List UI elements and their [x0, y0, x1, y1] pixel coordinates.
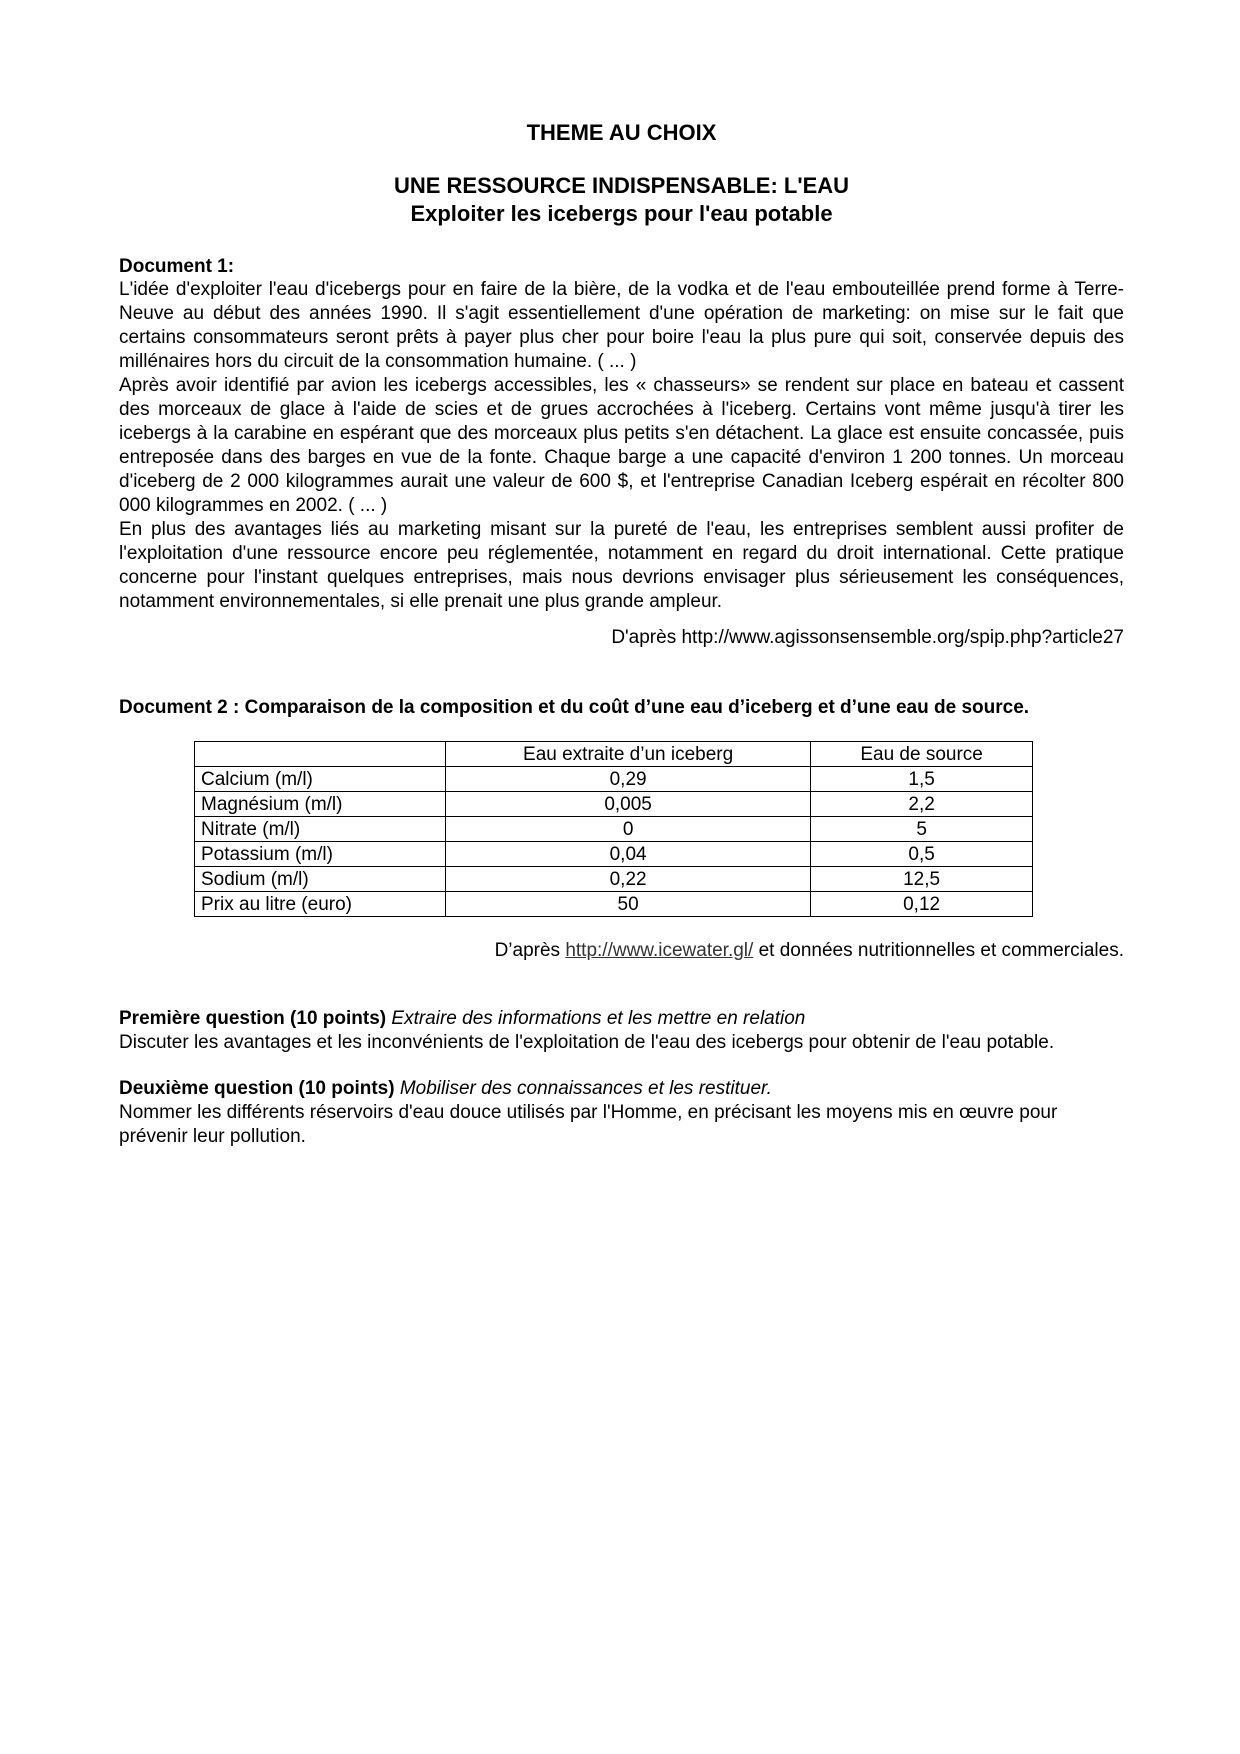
- table-cell: 0,22: [446, 867, 811, 892]
- table-cell: 0,29: [446, 767, 811, 792]
- table-header-row: [195, 742, 1033, 767]
- table-cell: 0,12: [811, 892, 1033, 917]
- document1-paragraph: Après avoir identifié par avion les icebergs accessibles, les « chasseurs» se rendent sur place en bateau et cassent des morceaux de glace à l'aide de scies et de grues accrochées à l'iceberg. Certains vont même jusqu'à tirer les icebergs à la carabine en espérant que des morceaux plus petits s'en détachent. La glace est ensuite concassée, puis entreposée dans des barges en vue de la fonte. Chaque barge a une capacité d'environ 1 200 tonnes. Un morceau d'iceberg de 2 000 kilogrammes aurait une valeur de 600 $, et l'entreprise Canadian Iceberg espérait en récolter 800 000 kilogrammes en 2002. ( ... ): [119, 375, 1124, 516]
- table-row-label: Nitrate (m/l): [195, 817, 446, 842]
- document2-source-suffix: et données nutritionnelles et commerciales.: [753, 940, 1124, 961]
- question-2-heading: [119, 1077, 1124, 1101]
- question-2-title: Deuxième question (10 points): [119, 1078, 395, 1099]
- document2-heading: Document 2 : Comparaison de la composition et du coût d’une eau d’iceberg et d’une eau de source.: [119, 697, 1030, 718]
- table-cell: 50: [446, 892, 811, 917]
- question-2-instruction: Mobiliser des connaissances et les restituer.: [399, 1078, 772, 1099]
- table-cell: 12,5: [811, 867, 1033, 892]
- table-cell: 2,2: [811, 792, 1033, 817]
- table-row: [195, 767, 1033, 792]
- document1-heading: Document 1:: [119, 256, 235, 277]
- table-row: [195, 817, 1033, 842]
- table-cell: 1,5: [811, 767, 1033, 792]
- table-header-cell: Eau de source: [811, 742, 1033, 767]
- table-header-cell: Eau extraite d’un iceberg: [446, 742, 811, 767]
- document-page: [119, 120, 1124, 1149]
- table-row-label: Prix au litre (euro): [195, 892, 446, 917]
- document2-source-prefix: D’après: [494, 940, 566, 961]
- question-1-instruction: Extraire des informations et les mettre en relation: [391, 1008, 806, 1029]
- table-row: [195, 892, 1033, 917]
- table-row-label: Sodium (m/l): [195, 867, 446, 892]
- document2-source: [119, 939, 1124, 963]
- table-row-label: Calcium (m/l): [195, 767, 446, 792]
- page-subtitle: UNE RESSOURCE INDISPENSABLE: L'EAU: [393, 173, 850, 198]
- table-row-label: Potassium (m/l): [195, 842, 446, 867]
- icewater-link[interactable]: http://www.icewater.gl/: [565, 940, 754, 961]
- table-cell: 0: [446, 817, 811, 842]
- comparison-table: [194, 741, 1033, 917]
- table-row-label: Magnésium (m/l): [195, 792, 446, 817]
- question-1-text: Discuter les avantages et les inconvénients de l'exploitation de l'eau des icebergs pour obtenir de l'eau potable.: [119, 1032, 1055, 1053]
- table-row: [195, 842, 1033, 867]
- question-1-title: Première question (10 points): [119, 1008, 387, 1029]
- table-row: [195, 792, 1033, 817]
- table-cell: 0,5: [811, 842, 1033, 867]
- document1-source: D'après http://www.agissonsensemble.org/spip.php?article27: [611, 627, 1124, 648]
- table-cell: 0,005: [446, 792, 811, 817]
- question-1: [119, 1007, 1124, 1055]
- table-cell: 5: [811, 817, 1033, 842]
- table-cell: 0,04: [446, 842, 811, 867]
- page-title: THEME AU CHOIX: [526, 120, 717, 145]
- page-subtitle-2: Exploiter les icebergs pour l'eau potable: [410, 201, 833, 226]
- table-header-cell: [195, 742, 446, 767]
- table-row: [195, 867, 1033, 892]
- document1-paragraph: En plus des avantages liés au marketing misant sur la pureté de l'eau, les entreprises semblent aussi profiter de l'exploitation d'une ressource encore peu réglementée, notamment en regard du droit international. Cette pratique concerne pour l'instant quelques entreprises, mais nous devrions envisager plus sérieusement les conséquences, notamment environnementales, si elle prenait une plus grande ampleur.: [119, 519, 1124, 612]
- question-2-text: Nommer les différents réservoirs d'eau douce utilisés par l'Homme, en précisant les moyens mis en œuvre pour prévenir leur pollution.: [119, 1102, 1058, 1147]
- question-2: [119, 1077, 1124, 1149]
- question-1-heading: [119, 1007, 1124, 1031]
- document1-paragraph: L'idée d'exploiter l'eau d'icebergs pour en faire de la bière, de la vodka et de l'eau embouteillée prend forme à Terre-Neuve au début des années 1990. Il s'agit essentiellement d'une opération de marketing: on mise sur le fait que certains consommateurs seront prêts à payer plus cher pour boire l'eau la plus pure qui soit, conservée depuis des millénaires hors du circuit de la consommation humaine. ( ... ): [119, 279, 1124, 372]
